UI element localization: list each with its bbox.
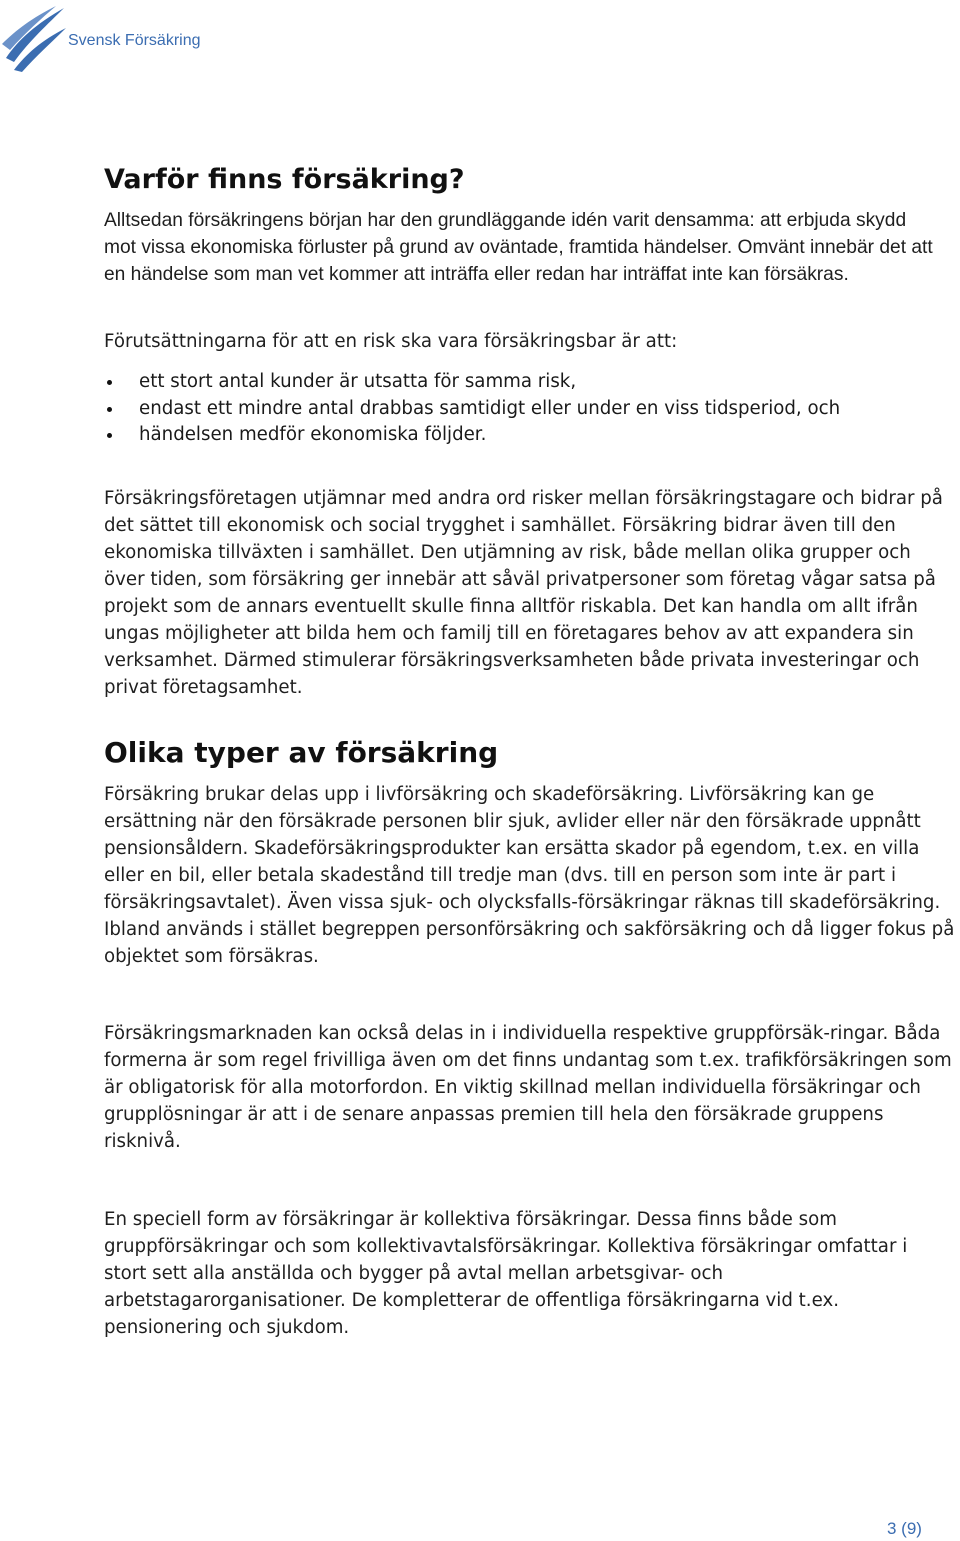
types-paragraph-3: En speciell form av försäkringar är kollektiva försäkringar. Dessa finns både som gruppförsäkringar och som kollektivavtalsförsäkringar. Kollektiva försäkringar omfattar i stort sett alla anställda och bygger på avtal mellan arbetsgivar- och arbetstagarorganisationer. De kompletterar de offentliga försäkringarna vid t.ex. pensionering och sjukdom. — [104, 1209, 908, 1338]
types-paragraph-2: Försäkringsmarknaden kan också delas in i individuella respektive gruppförsäk-ringar. Båda formerna är som regel frivilliga även om det finns undantag som t.ex. trafikförsäkringen som är obligatorisk för alla motorfordon. En viktig skillnad mellan individuella försäkringar och grupplösningar är att i de senare anpassas premien till hela den försäkrade gruppens risknivå. — [104, 1023, 952, 1152]
page-number: 3 (9) — [887, 1519, 922, 1538]
body-paragraph: Försäkringsföretagen utjämnar med andra ord risker mellan försäkringstagare och bidrar på det sättet till ekonomisk och social trygghet i samhället. Försäkring bidrar även till den ekonomiska tillväxten i samhället. Den utjämning av risk, både mellan olika grupper och över tiden, som försäkring ger innebär att såväl privatpersoner som företag vågar satsa på projekt som de annars eventuellt skulle finna alltför riskabla. Det kan handla om allt ifrån ungas möjligheter att bilda hem och familj till en företagares behov av att expandera sin verksamhet. Därmed stimulerar försäkringsverksamheten både privata investeringar och privat företagsamhet. — [104, 488, 943, 698]
list-item: händelsen medför ekonomiska följder. — [104, 422, 954, 449]
logo-text: Svensk Försäkring — [68, 32, 201, 49]
list-item: endast ett mindre antal drabbas samtidigt eller under en viss tidsperiod, och — [104, 396, 954, 423]
section-heading-types: Olika typer av försäkring — [104, 736, 499, 769]
list-item: ett stort antal kunder är utsatta för samma risk, — [104, 369, 954, 396]
intro-paragraph: Alltsedan försäkringens början har den grundläggande idén varit densamma: att erbjuda skydd mot vissa ekonomiska förluster på grund av oväntade, framtida händelser. Omvänt innebär det att en händelse som man vet kommer att inträffa eller redan har inträffat inte kan försäkras. — [104, 210, 933, 285]
types-paragraph-1: Försäkring brukar delas upp i livförsäkring och skadeförsäkring. Livförsäkring kan ge ersättning när den försäkrade personen blir sjuk, avlider eller när den försäkrade uppnått pensionsåldern. Skadeförsäkringsprodukter kan ersätta skador på egendom, t.ex. en villa eller en bil, eller betala skadestånd till tredje man (dvs. till en person som inte är part i försäkringsavtalet). Även vissa sjuk- och olycksfalls-försäkringar räknas till skadeförsäkring. Ibland används i stället begreppen personförsäkring och sakförsäkring och då ligger fokus på objektet som försäkras. — [104, 784, 955, 967]
logo — [0, 0, 200, 80]
section-heading-why-insurance: Varför finns försäkring? — [104, 164, 465, 195]
conditions-list — [104, 369, 954, 449]
conditions-lead: Förutsättningarna för att en risk ska vara försäkringsbar är att: — [104, 331, 678, 352]
svensk-forsakring-logo-mark — [0, 0, 70, 72]
